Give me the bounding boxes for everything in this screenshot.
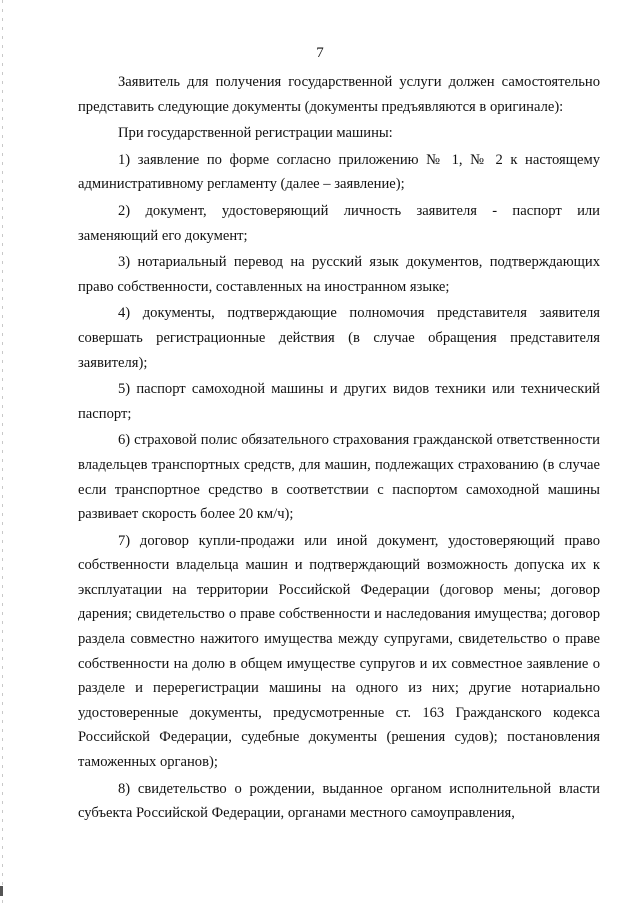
scan-edge-artifact xyxy=(2,0,3,905)
page-number: 7 xyxy=(316,45,324,61)
paragraph-registration-heading: При государственной регистрации машины: xyxy=(118,125,393,142)
list-item-1: 1) заявление по форме согласно приложению № 1, № 2 к настоящему административному регламенту (далее – заявление); xyxy=(78,151,600,193)
list-item-8: 8) свидетельство о рождении, выданное органом исполнительной власти субъекта Российской Федерации, органами местного самоуправления, xyxy=(78,780,600,822)
list-item-3: 3) нотариальный перевод на русский язык документов, подтверждающих право собственности, составленных на иностранном языке; xyxy=(78,254,600,295)
scan-mark-artifact xyxy=(0,886,3,896)
list-item-6: 6) страховой полис обязательного страхования гражданской ответственности владельцев транспортных средств, для машин, подлежащих страхованию (в случае если транспортное средство в соответствии с паспортом самоходной машины развивает скорость более 20 км/ч); xyxy=(78,432,600,523)
document-body xyxy=(78,70,600,828)
list-item-5: 5) паспорт самоходной машины и других видов техники или технический паспорт; xyxy=(78,381,600,422)
list-item-4: 4) документы, подтверждающие полномочия представителя заявителя совершать регистрационные действия (в случае обращения представителя заявителя); xyxy=(78,305,600,371)
list-item-7: 7) договор купли-продажи или иной документ, удостоверяющий право собственности владельца машин и подтверждающий возможность допуска их к эксплуатации на территории Российской Федерации (договор мены; договор дарения; свидетельство о праве собственности и наследования имущества; договор раздела совместно нажитого имущества между супругами, свидетельство о праве собственности на долю в общем имуществе супругов и их совместное заявление о разделе и перерегистрации машины на одного из них; другие нотариально удостоверенные документы, предусмотренные ст. 163 Гражданского кодекса Российской Федерации, судебные документы (решения судов); постановления таможенных органов); xyxy=(78,532,600,771)
list-item-2: 2) документ, удостоверяющий личность заявителя - паспорт или заменяющий его документ; xyxy=(78,202,600,244)
paragraph-intro: Заявитель для получения государственной услуги должен самостоятельно представить следующие документы (документы предъявляются в оригинале): xyxy=(78,74,600,115)
